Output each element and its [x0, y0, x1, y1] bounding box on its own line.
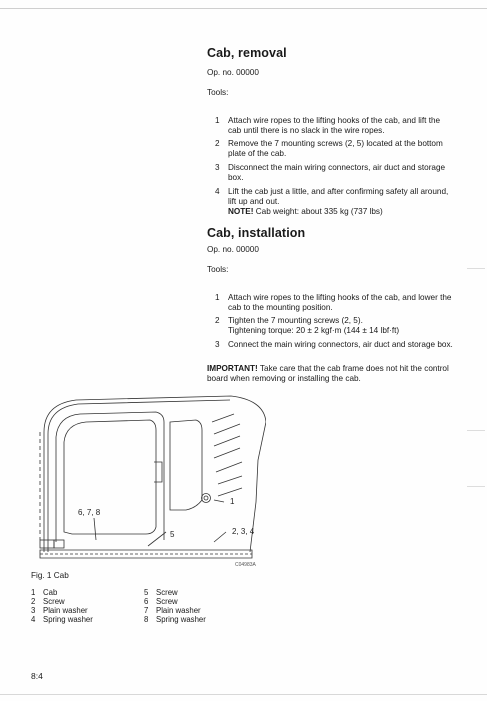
figure-code: C04983A	[235, 562, 256, 568]
cab-figure	[36, 392, 266, 572]
removal-section	[207, 46, 457, 60]
step-number: 1	[215, 293, 220, 302]
important-note	[207, 364, 452, 384]
installation-title: Cab, installation	[207, 226, 306, 240]
important-label: IMPORTANT!	[207, 364, 258, 373]
callout-5: 5	[170, 530, 175, 539]
step-text: Connect the main wiring connectors, air duct and storage box.	[228, 340, 453, 349]
callout-2-3-4: 2, 3, 4	[232, 527, 255, 536]
legend-number: 6	[144, 597, 149, 606]
step-text: Attach wire ropes to the lifting hooks of the cab, and lift the cab until there is no slack in the wire ropes.	[228, 116, 441, 135]
legend-text: Plain washer	[43, 606, 88, 615]
step-4-text: Lift the cab just a little, and after confirming safety all around, lift up and out.	[228, 187, 449, 206]
step-number: 3	[215, 340, 220, 349]
top-rule	[0, 8, 487, 9]
installation-op-no: Op. no. 00000	[207, 245, 259, 254]
legend-text: Cab	[43, 588, 58, 597]
edge-mark	[467, 268, 485, 269]
removal-op-no: Op. no. 00000	[207, 68, 259, 77]
step-text	[228, 187, 453, 217]
legend-text: Spring washer	[43, 615, 93, 624]
step-number: 2	[215, 139, 220, 148]
step-number: 3	[215, 163, 220, 172]
cab-drawing	[36, 392, 266, 572]
legend-number: 5	[144, 588, 149, 597]
installation-tools: Tools:	[207, 265, 229, 274]
legend-text: Screw	[43, 597, 65, 606]
step-2-text: Tighten the 7 mounting screws (2, 5).	[228, 316, 363, 325]
legend-number: 3	[31, 606, 36, 615]
legend-number: 1	[31, 588, 36, 597]
legend-text: Spring washer	[156, 615, 206, 624]
legend-number: 7	[144, 606, 149, 615]
legend-number: 4	[31, 615, 36, 624]
step-text	[228, 316, 453, 336]
step-text: Disconnect the main wiring connectors, air duct and storage box.	[228, 163, 446, 182]
step-text: Remove the 7 mounting screws (2, 5) located at the bottom plate of the cab.	[228, 139, 443, 158]
legend-text: Screw	[156, 588, 178, 597]
legend-number: 2	[31, 597, 36, 606]
removal-title: Cab, removal	[207, 46, 287, 60]
step-number: 1	[215, 116, 220, 125]
tightening-torque: Tightening torque: 20 ± 2 kgf·m (144 ± 14 lbf·ft)	[228, 326, 400, 335]
removal-tools: Tools:	[207, 88, 229, 97]
bottom-rule	[0, 694, 487, 695]
note-text: Cab weight: about 335 kg (737 lbs)	[253, 207, 383, 216]
installation-section	[207, 226, 457, 240]
legend-number: 8	[144, 615, 149, 624]
edge-mark	[467, 486, 485, 487]
step-number: 4	[215, 187, 220, 196]
figure-caption: Fig. 1 Cab	[31, 571, 69, 580]
step-text: Attach wire ropes to the lifting hooks of the cab, and lower the cab to the mounting position.	[228, 293, 452, 312]
callout-1: 1	[230, 497, 235, 506]
step-number: 2	[215, 316, 220, 325]
callout-6-7-8: 6, 7, 8	[78, 508, 101, 517]
important-text: Take care that the cab frame does not hit the control board when removing or installing the cab.	[207, 364, 449, 383]
legend-text: Screw	[156, 597, 178, 606]
legend-text: Plain washer	[156, 606, 201, 615]
note-label: NOTE!	[228, 207, 254, 216]
page-number: 8:4	[31, 671, 43, 681]
edge-mark	[467, 430, 485, 431]
